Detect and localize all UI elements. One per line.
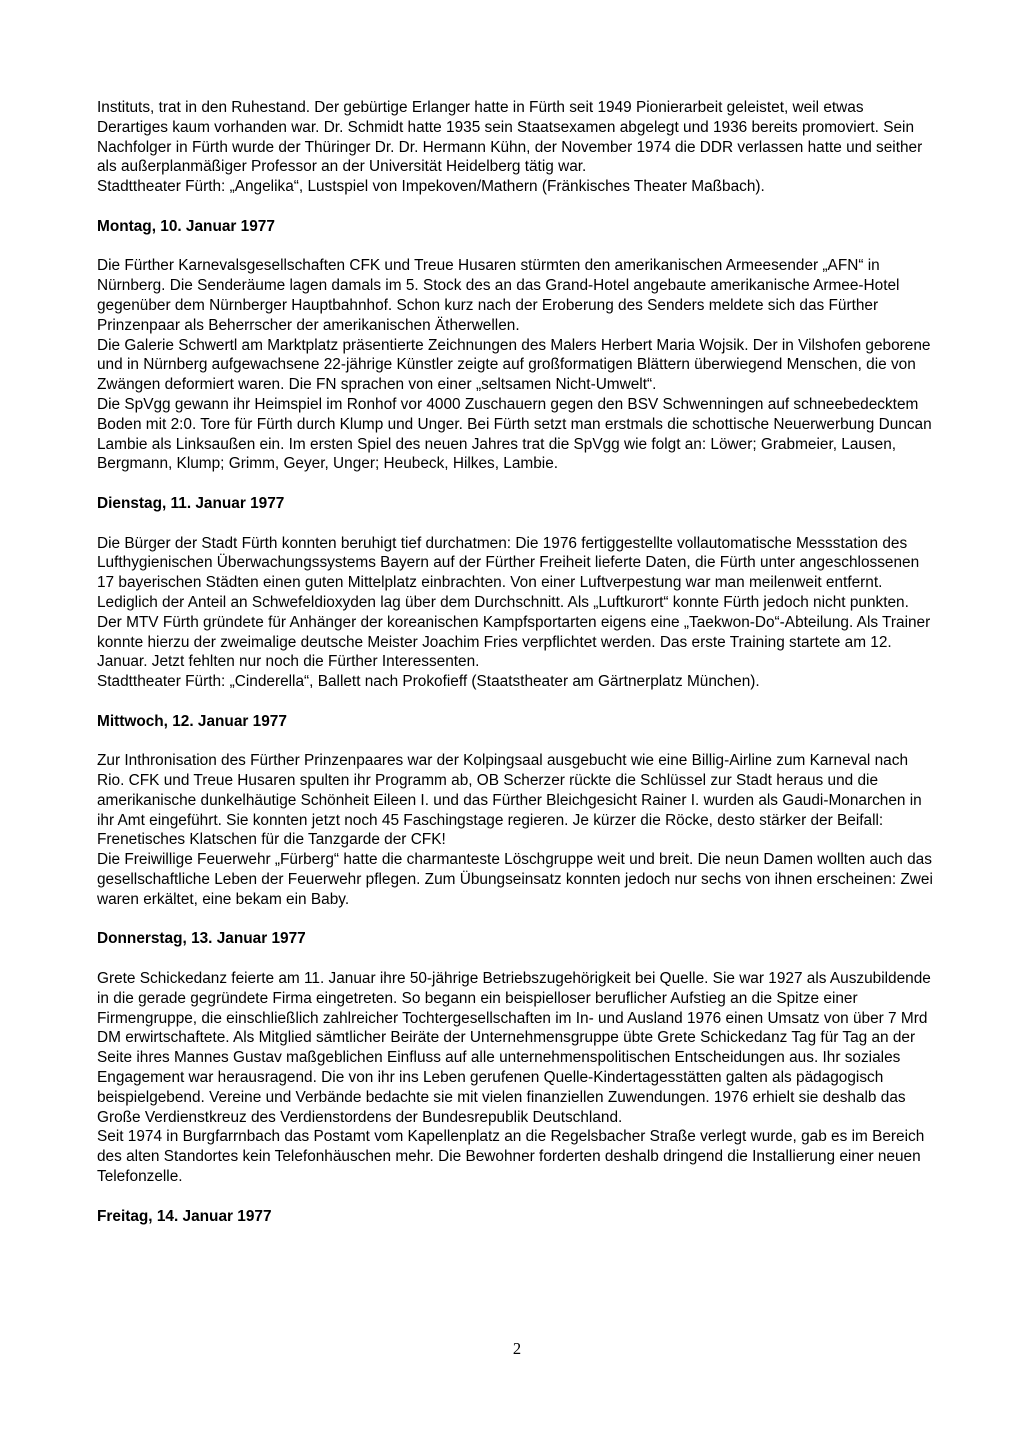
- page-number: 2: [512, 1339, 522, 1358]
- paragraph: Instituts, trat in den Ruhestand. Der gebürtige Erlanger hatte in Fürth seit 1949 Pionierarbeit geleistet, weil etwas Derartiges kaum vorhanden war. Dr. Schmidt hatte 1935 sein Staatsexamen abgelegt und 1936 bereits promoviert. Sein Nachfolger in Fürth wurde der Thüringer Dr. Dr. Hermann Kühn, der November 1974 die DDR verlassen hatte und seither als außerplanmäßiger Professor an der Universität Heidelberg tätig war.: [97, 99, 923, 176]
- day-heading: Donnerstag, 13. Januar 1977: [97, 930, 306, 948]
- section-paragraphs: [97, 98, 937, 197]
- section-paragraphs: [97, 969, 937, 1187]
- day-heading: Dienstag, 11. Januar 1977: [97, 494, 285, 512]
- paragraph: Die Fürther Karnevalsgesellschaften CFK und Treue Husaren stürmten den amerikanischen Armeesender „AFN“ in Nürnberg. Die Senderäume lagen damals im 5. Stock des an das Grand-Hotel angebaute amerikanische Armee-Hotel gegenüber dem Nürnberger Hauptbahnhof. Schon kurz nach der Eroberung des Senders meldete sich das Fürther Prinzenpaar als Beherrscher der amerikanischen Ätherwellen.: [97, 257, 900, 334]
- paragraph: Stadttheater Fürth: „Angelika“, Lustspiel von Impekoven/Mathern (Fränkisches Theater Maßbach).: [97, 178, 765, 196]
- paragraph: Die Bürger der Stadt Fürth konnten beruhigt tief durchatmen: Die 1976 fertiggestellte vollautomatische Messstation des Lufthygienischen Überwachungssystems Bayern auf der Fürther Freiheit lieferte Daten, die Fürth unter angeschlossenen 17 bayerischen Städten einen guten Mittelplatz einbrachten. Von einer Luftverpestung war man meilenweit entfernt. Lediglich der Anteil an Schwefeldioxyden lag über dem Durchschnitt. Als „Luftkurort“ konnte Fürth jedoch nicht punkten.: [97, 534, 920, 611]
- paragraph: Die Freiwillige Feuerwehr „Fürberg“ hatte die charmanteste Löschgruppe weit und breit. Die neun Damen wollten auch das gesellschaftliche Leben der Feuerwehr pflegen. Zum Übungseinsatz konnten jedoch nur sechs von ihnen erscheinen: Zwei waren erkältet, eine bekam ein Baby.: [97, 851, 933, 908]
- section-paragraphs: [97, 751, 937, 909]
- page-footer: [97, 1339, 937, 1359]
- paragraph: Die Galerie Schwertl am Marktplatz präsentierte Zeichnungen des Malers Herbert Maria Wojsik. Der in Vilshofen geborene und in Nürnberg aufgewachsene 22-jährige Künstler zeigte auf großformatigen Blättern überwiegend Menschen, die von Zwängen deformiert waren. Die FN sprachen von einer „seltsamen Nicht-Umwelt“.: [97, 336, 931, 394]
- day-heading: Mittwoch, 12. Januar 1977: [97, 712, 287, 730]
- paragraph: Der MTV Fürth gründete für Anhänger der koreanischen Kampfsportarten eigens eine „Taekwon-Do“-Abteilung. Als Trainer konnte hierzu der zweimalige deutsche Meister Joachim Fries verpflichtet werden. Das erste Training startete am 12. Januar. Jetzt fehlten nur noch die Fürther Interessenten.: [97, 613, 931, 671]
- day-heading: Freitag, 14. Januar 1977: [97, 1207, 272, 1225]
- paragraph: Stadttheater Fürth: „Cinderella“, Ballett nach Prokofieff (Staatstheater am Gärtnerplatz München).: [97, 673, 760, 691]
- paragraph: Seit 1974 in Burgfarrnbach das Postamt vom Kapellenplatz an die Regelsbacher Straße verlegt wurde, gab es im Bereich des alten Standortes kein Telefonhäuschen mehr. Die Bewohner forderten deshalb dringend die Installierung einer neuen Telefonzelle.: [97, 1128, 925, 1186]
- paragraph: Die SpVgg gewann ihr Heimspiel im Ronhof vor 4000 Zuschauern gegen den BSV Schwenningen auf schneebedecktem Boden mit 2:0. Tore für Fürth durch Klump und Unger. Bei Fürth setzt man erstmals die schottische Neuerwerbung Duncan Lambie als Linksaußen ein. Im ersten Spiel des neuen Jahres trat die SpVgg wie folgt an: Löwer; Grabmeier, Lausen, Bergmann, Klump; Grimm, Geyer, Unger; Heubeck, Hilkes, Lambie.: [97, 395, 932, 473]
- paragraph: Grete Schickedanz feierte am 11. Januar ihre 50-jährige Betriebszugehörigkeit bei Quelle. Sie war 1927 als Auszubildende in die gerade gegründete Firma eingetreten. So begann ein beispielloser beruflicher Aufstieg an die Spitze einer Firmengruppe, die einschließlich zahlreicher Tochtergesellschaften im In- und Ausland 1976 einen Umsatz von über 7 Mrd DM erwirtschaftete. Als Mitglied sämtlicher Beiräte der Unternehmensgruppe übte Grete Schickedanz Tag für Tag an der Seite ihres Mannes Gustav maßgeblichen Einfluss auf alle unternehmenspolitischen Entscheidungen aus. Ihr soziales Engagement war herausragend. Die von ihr ins Leben gerufenen Quelle-Kindertagesstätten galten als pädagogisch beispielgebend. Vereine und Verbände bedachte sie mit vielen finanziellen Zuwendungen. 1976 erhielt sie deshalb das Große Verdienstkreuz des Verdienstordens der Bundesrepublik Deutschland.: [97, 970, 931, 1126]
- paragraph: Zur Inthronisation des Fürther Prinzenpaares war der Kolpingsaal ausgebucht wie eine Billig-Airline zum Karneval nach Rio. CFK und Treue Husaren spulten ihr Programm ab, OB Scherzer rückte die Schlüssel zur Stadt heraus und die amerikanische dunkelhäutige Schönheit Eileen I. und das Fürther Bleichgesicht Rainer I. wurden als Gaudi-Monarchen in ihr Amt eingeführt. Sie konnten jetzt noch 45 Faschingstage regieren. Je kürzer die Röcke, desto stärker der Beifall: Frenetisches Klatschen für die Tanzgarde der CFK!: [97, 752, 922, 849]
- section-paragraphs: [97, 534, 937, 692]
- section-paragraphs: [97, 256, 937, 474]
- document-content: [97, 98, 937, 1246]
- day-heading: Montag, 10. Januar 1977: [97, 217, 275, 235]
